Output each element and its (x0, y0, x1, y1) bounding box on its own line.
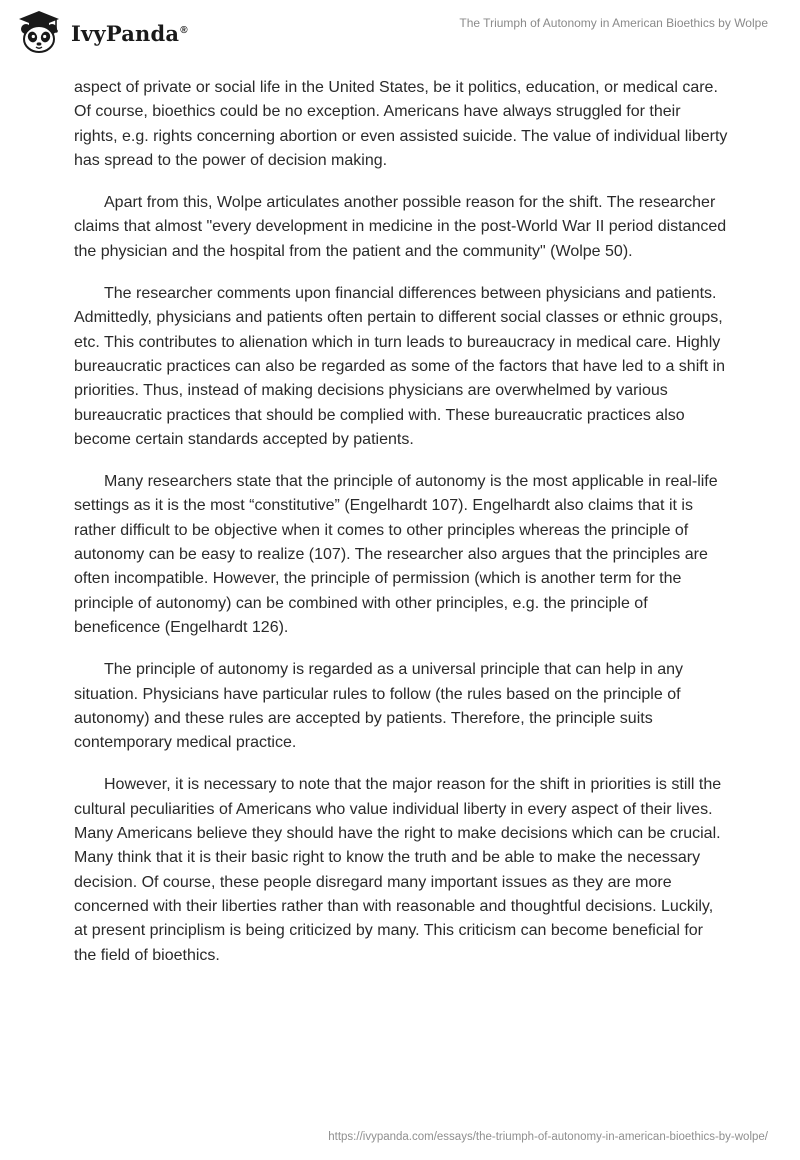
paragraph: The principle of autonomy is regarded as a universal principle that can help in any situation. Physicians have particular rules to follow (the rules based on the principle of autonomy) and these rules are accepted by patients. Therefore, the principle suits contemporary medical practice. (74, 661, 683, 752)
paragraph: Apart from this, Wolpe articulates another possible reason for the shift. The researcher claims that almost "every development in medicine in the post-World War II period distanced the physician and the hospital from the patient and the community" (Wolpe 50). (74, 194, 727, 260)
page-header (0, 0, 800, 68)
ivypanda-logo[interactable] (15, 8, 188, 56)
logo-wordmark (71, 21, 188, 46)
document-title: The Triumph of Autonomy in American Bioethics by Wolpe (459, 16, 768, 30)
paragraph: aspect of private or social life in the United States, be it politics, education, or medical care. Of course, bioethics could be no exception. Americans have always struggled for their rights, e.g. rights concerning abortion or even assisted suicide. The value of individual liberty has spread to the power of decision making. (74, 79, 728, 169)
logo-name: IvyPanda (71, 20, 180, 46)
panda-graduation-cap-icon (15, 8, 63, 56)
source-url-link[interactable]: https://ivypanda.com/essays/the-triumph-of-autonomy-in-american-bioethics-by-wolpe/ (328, 1131, 768, 1143)
paragraph: The researcher comments upon financial differences between physicians and patients. Admittedly, physicians and patients often pertain to different social classes or ethnic groups, etc. This contributes to alienation which in turn leads to bureaucracy in medical care. Highly bureaucratic practices can also be regarded as some of the factors that have led to a shift in priorities. Thus, instead of making decisions physicians are overwhelmed by various bureaucratic practices that should be complied with. These bureaucratic practices also become certain standards accepted by patients. (74, 285, 726, 448)
registered-mark: ® (180, 24, 188, 36)
paragraph: However, it is necessary to note that the major reason for the shift in priorities is still the cultural peculiarities of Americans who value individual liberty in every aspect of their lives. Many Americans believe they should have the right to make decisions which can be crucial. Many think that it is their basic right to know the truth and be able to make the necessary decision. Of course, these people disregard many important issues as they are more concerned with their liberties rather than with reasonable and thoughtful decisions. Luckily, at present principlism is being criticized by many. This criticism can become beneficial for the field of bioethics. (74, 776, 722, 964)
essay-body (74, 76, 728, 986)
paragraph: Many researchers state that the principle of autonomy is the most applicable in real-life settings as it is the most “constitutive” (Engelhardt 107). Engelhardt also claims that it is rather difficult to be objective when it comes to other principles whereas the principle of autonomy can be easy to realize (107). The researcher also argues that the principles are often incompatible. However, the principle of permission (which is another term for the principle of autonomy) can be combined with other principles, e.g. the principle of beneficence (Engelhardt 126). (74, 473, 718, 636)
